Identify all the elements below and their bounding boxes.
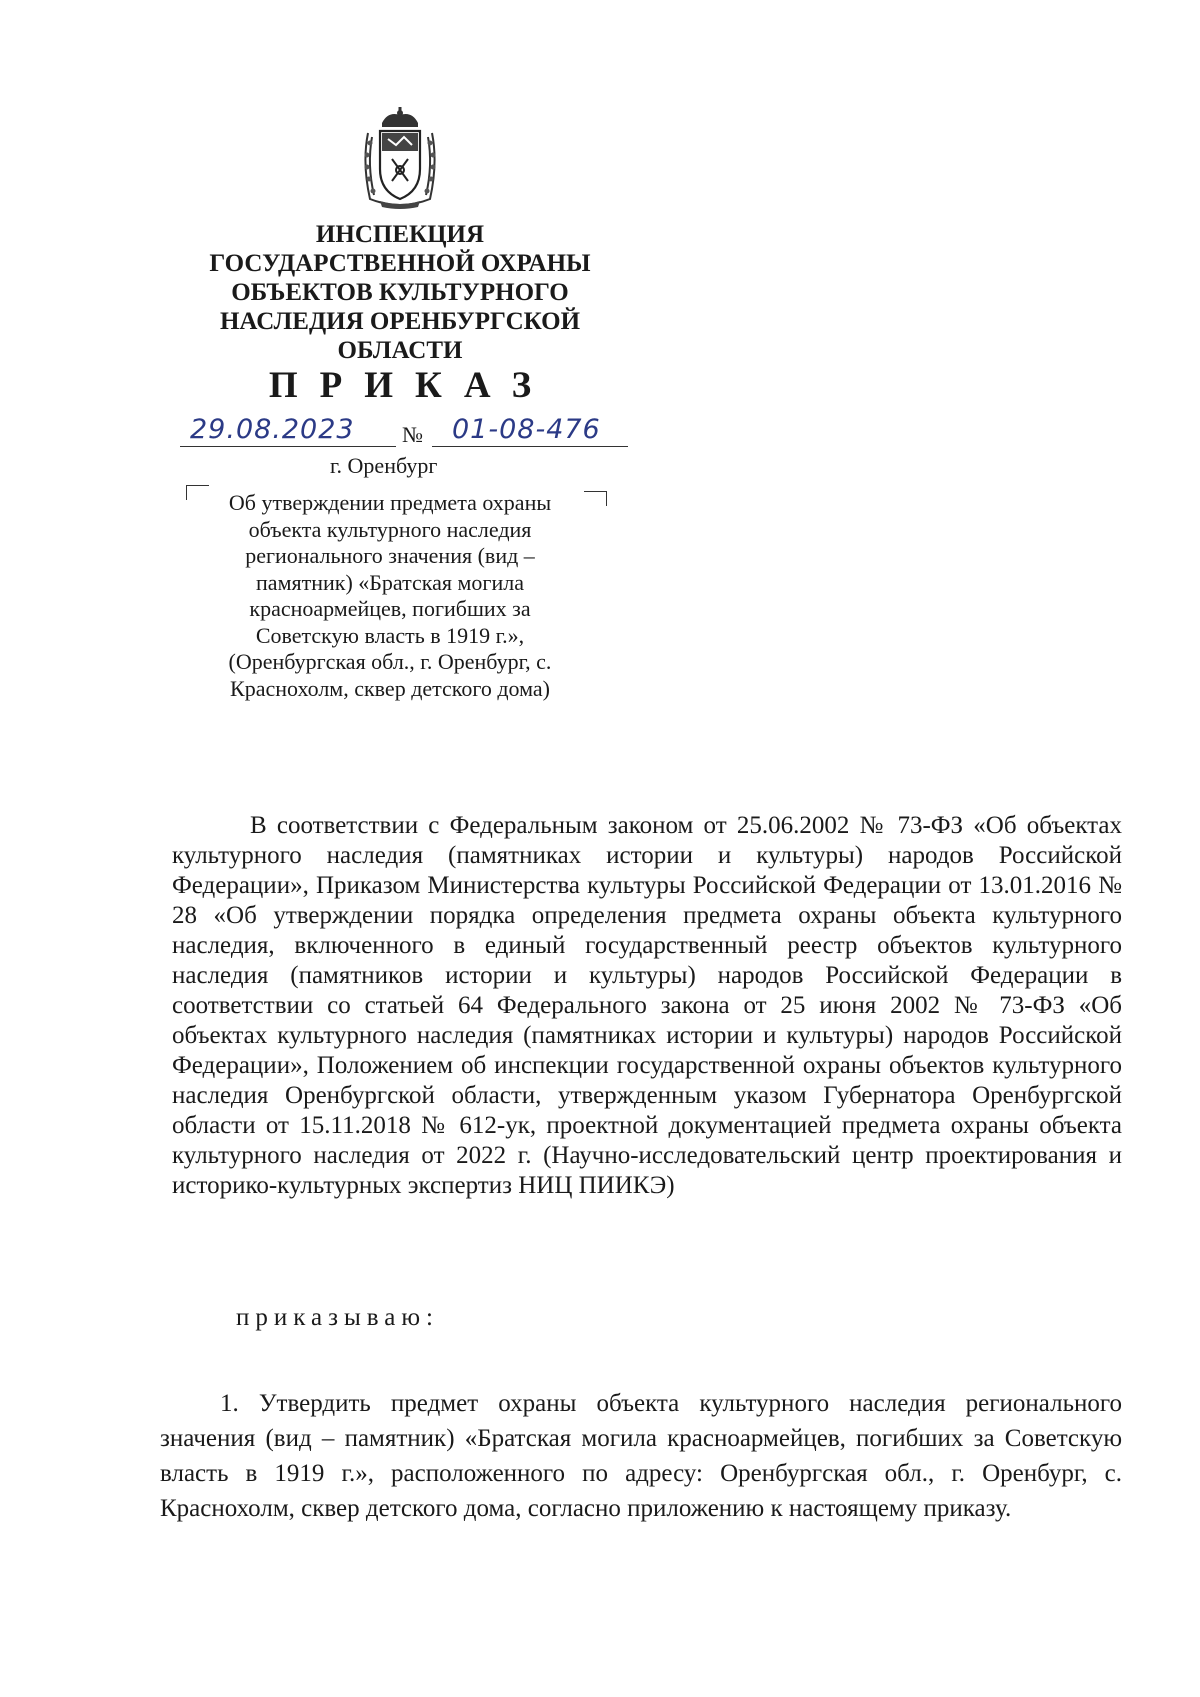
- document-type-title: ПРИКАЗ: [268, 365, 554, 406]
- order-date-field: [180, 414, 396, 447]
- subject-line: объекта культурного наследия: [248, 516, 532, 542]
- order-number: 01-08-476: [452, 414, 601, 445]
- order-number-field: [432, 414, 628, 447]
- registration-line: [180, 414, 640, 454]
- number-sign: №: [402, 422, 423, 447]
- subject-line: регионального значения (вид –: [245, 543, 535, 568]
- command-word: приказываю:: [236, 1304, 439, 1331]
- subject-line: Об утверждении предмета охраны: [228, 490, 552, 515]
- subject-line: памятник) «Братская могила: [256, 569, 524, 595]
- subject-bracket-right: [584, 491, 607, 506]
- issue-city: г. Оренбург: [330, 453, 438, 478]
- coat-of-arms-emblem-icon: [358, 103, 442, 211]
- subject-line: (Оренбургская обл., г. Оренбург, с.: [228, 649, 552, 674]
- org-name-line: НАСЛЕДИЯ ОРЕНБУРГСКОЙ: [219, 308, 581, 335]
- subject-line: красноармейцев, погибших за: [249, 596, 531, 621]
- subject-line: Краснохолм, сквер детского дома): [230, 675, 550, 701]
- org-name-line: ГОСУДАРСТВЕННОЙ ОХРАНЫ: [209, 250, 591, 277]
- order-item: 1. Утвердить предмет охраны объекта культурного наследия регионального значения (вид – памятник) «Братская могила красноармейцев, погибших за Советскую власть в 1919 г.», расположенного по адресу: Оренбургская обл., г. Оренбург, с. Краснохолм, сквер детского дома, согласно приложению к настоящему приказу.: [160, 1390, 1122, 1522]
- preamble-paragraph: В соответствии с Федеральным законом от 25.06.2002 № 73-ФЗ «Об объектах культурного наследия (памятниках истории и культуры) народов Российской Федерации», Приказом Министерства культуры Российской Федерации от 13.01.2016 № 28 «Об утверждении порядка определения предмета охраны объекта культурного наследия, включенного в единый государственный реестр объектов культурного наследия (памятников истории и культуры) народов Российской Федерации в соответствии со статьей 64 Федерального закона от 25 июня 2002 № 73-ФЗ «Об объектах культурного наследия (памятниках истории и культуры) народов Российской Федерации», Положением об инспекции государственной охраны объектов культурного наследия Оренбургской области, утвержденным указом Губернатора Оренбургской области от 15.11.2018 № 612-ук, проектной документацией предмета охраны объекта культурного наследия от 2022 г. (Научно-исследовательский центр проектирования и историко-культурных экспертиз НИЦ ПИИКЭ): [172, 812, 1122, 1199]
- subject-line: Советскую власть в 1919 г.»,: [255, 622, 525, 648]
- order-date: 29.08.2023: [190, 414, 355, 445]
- org-name-line: ОБЛАСТИ: [337, 337, 463, 364]
- organization-name: [180, 220, 620, 365]
- org-name-line: ИНСПЕКЦИЯ: [315, 221, 485, 248]
- org-name-line: ОБЪЕКТОВ КУЛЬТУРНОГО: [231, 279, 569, 306]
- order-subject: [200, 490, 580, 702]
